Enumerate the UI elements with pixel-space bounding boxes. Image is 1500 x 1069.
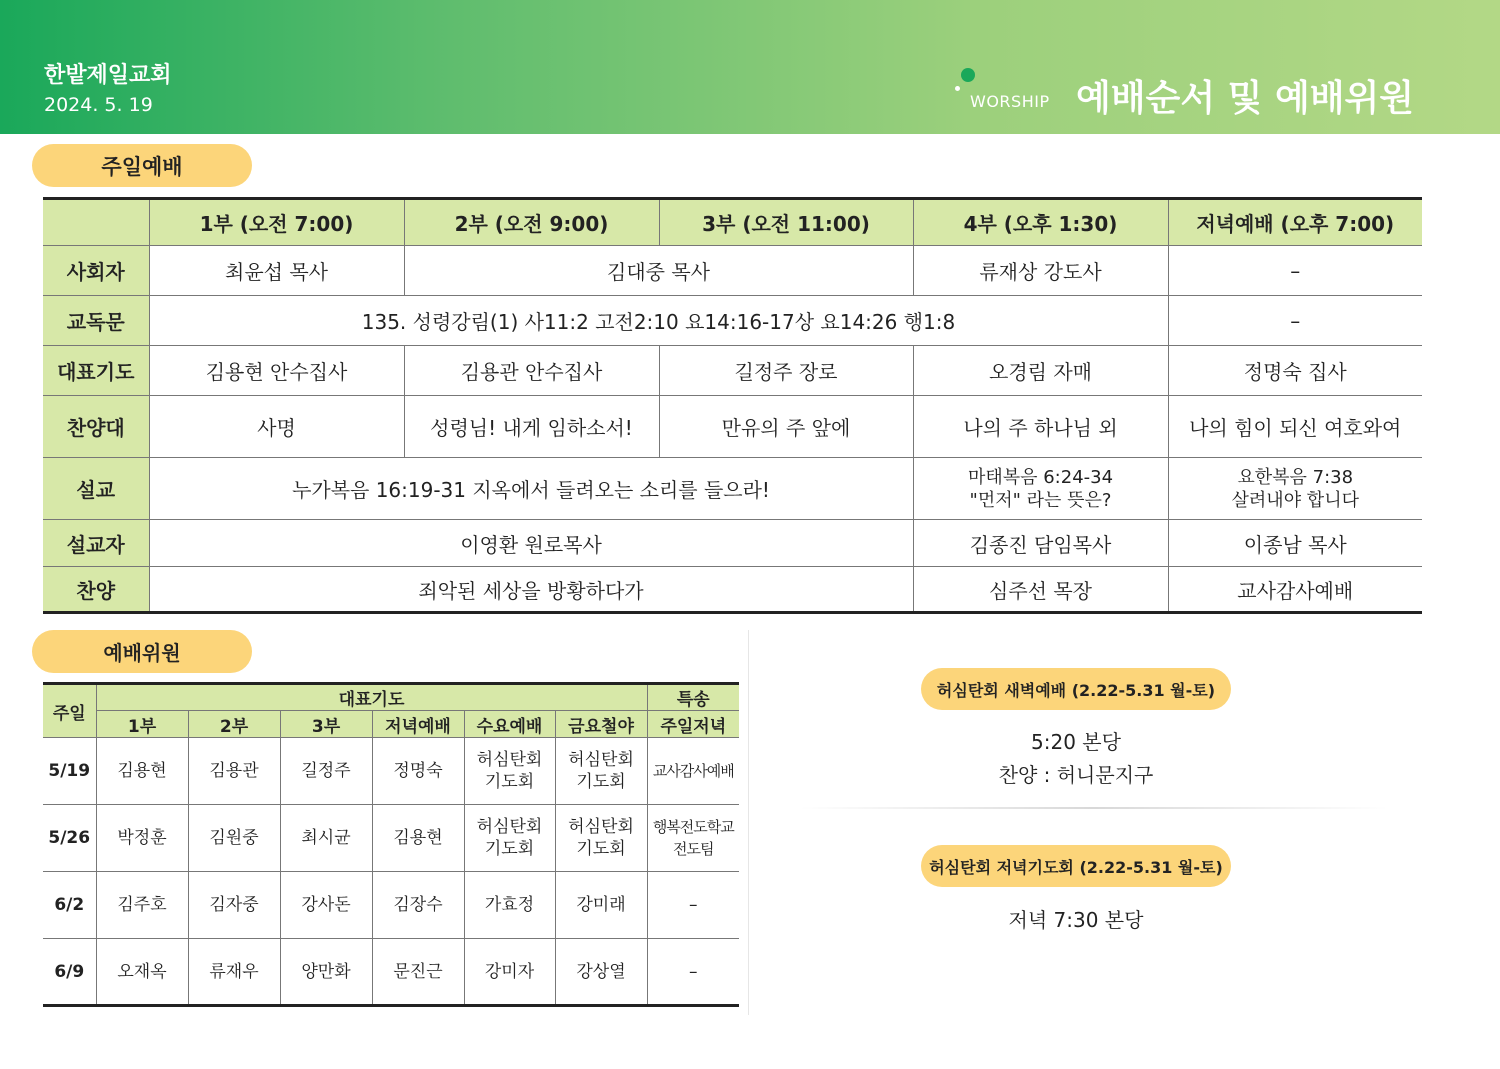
table-cell: 이종남 목사 <box>1168 520 1422 567</box>
cell-line: 강미래 <box>576 895 626 915</box>
dot-small-decoration-icon <box>955 86 960 91</box>
table-cell: 이영환 원로목사 <box>149 520 913 567</box>
column-subheader: 3부 <box>280 711 372 738</box>
table-header-row <box>43 199 1422 246</box>
cell-line: – <box>689 961 698 982</box>
table-row-sermon <box>43 458 1422 520</box>
table-cell: 김장수 <box>372 872 464 939</box>
table-cell: – <box>1168 246 1422 296</box>
table-cell: 박정훈 <box>96 805 188 872</box>
cell-line: 가효정 <box>484 895 535 915</box>
cell-line: 마태복음 6:24-34 <box>967 466 1114 488</box>
table-cell: 성령님! 내게 임하소서! <box>404 396 659 458</box>
table-cell <box>464 738 555 805</box>
column-header-prayer: 대표기도 <box>96 684 647 711</box>
row-label: 대표기도 <box>43 346 149 396</box>
cell-line: 강미자 <box>484 961 535 982</box>
column-header: 2부 (오전 9:00) <box>404 199 659 246</box>
dawn-service-praise: 찬양 : 허니문지구 <box>998 763 1154 787</box>
cell-line: 강상열 <box>576 961 626 982</box>
table-cell: 김원중 <box>188 805 280 872</box>
table-cell: 나의 주 하나님 외 <box>913 396 1168 458</box>
column-subheader: 주일저녁 <box>647 711 739 738</box>
table-cell: 만유의 주 앞에 <box>659 396 913 458</box>
table-cell: 최윤섭 목사 <box>149 246 404 296</box>
table-cell <box>464 872 555 939</box>
table-cell <box>647 805 739 872</box>
cell-line: 기도회 <box>576 772 626 792</box>
table-cell: 양만화 <box>280 939 372 1006</box>
cell-line: 허심탄회 <box>568 817 634 837</box>
table-cell: 김용관 <box>188 738 280 805</box>
church-name: 한밭제일교회 <box>44 63 172 88</box>
cell-line: – <box>689 895 698 915</box>
column-subheader: 2부 <box>188 711 280 738</box>
section-label-sunday: 주일예배 <box>32 144 252 187</box>
column-header: 저녁예배 (오후 7:00) <box>1168 199 1422 246</box>
cell-line: 교사감사예배 <box>652 762 734 780</box>
row-date: 5/26 <box>43 805 96 872</box>
cell-line: 전도팀 <box>673 840 714 858</box>
table-cell: 사명 <box>149 396 404 458</box>
evening-prayer-title: 허심탄회 저녁기도회 (2.22-5.31 월-토) <box>921 845 1231 887</box>
table-subheader-row <box>43 711 739 738</box>
table-cell <box>647 872 739 939</box>
table-cell: 김용관 안수집사 <box>404 346 659 396</box>
table-cell: 정명숙 집사 <box>1168 346 1422 396</box>
table-cell: 죄악된 세상을 방황하다가 <box>149 567 913 613</box>
table-cell: 나의 힘이 되신 여호와여 <box>1168 396 1422 458</box>
horizontal-divider <box>800 807 1388 809</box>
column-header-special: 특송 <box>647 684 739 711</box>
table-cell <box>647 939 739 1006</box>
table-row <box>43 872 739 939</box>
column-subheader: 1부 <box>96 711 188 738</box>
worship-english-label: WORSHIP <box>970 92 1050 111</box>
table-cell: 김대중 목사 <box>404 246 913 296</box>
cell-line: 허심탄회 <box>476 750 543 770</box>
cell-line: 살려내야 합니다 <box>1231 489 1359 511</box>
row-label: 찬양 <box>43 567 149 613</box>
column-subheader: 금요철야 <box>555 711 647 738</box>
table-cell: 김용현 <box>372 805 464 872</box>
table-cell <box>555 939 647 1006</box>
table-cell: 오재옥 <box>96 939 188 1006</box>
table-cell <box>1168 458 1422 520</box>
cell-line: 기도회 <box>484 839 535 859</box>
row-date: 6/9 <box>43 939 96 1006</box>
row-label: 설교 <box>43 458 149 520</box>
column-header: 3부 (오전 11:00) <box>659 199 913 246</box>
table-cell: 오경림 자매 <box>913 346 1168 396</box>
row-date: 5/19 <box>43 738 96 805</box>
table-cell: 강사돈 <box>280 872 372 939</box>
table-cell: 김종진 담임목사 <box>913 520 1168 567</box>
table-cell: 김주호 <box>96 872 188 939</box>
table-cell: 김용현 안수집사 <box>149 346 404 396</box>
table-row-prayer <box>43 346 1422 396</box>
table-cell <box>464 805 555 872</box>
page-title: 예배순서 및 예배위원 <box>1076 78 1415 119</box>
header-banner <box>0 0 1500 134</box>
row-date: 6/2 <box>43 872 96 939</box>
table-cell: 문진근 <box>372 939 464 1006</box>
dawn-service-time: 5:20 본당 <box>1031 730 1121 754</box>
table-cell: 누가복음 16:19-31 지옥에서 들려오는 소리를 들으라! <box>149 458 913 520</box>
section-label-committee: 예배위원 <box>32 630 252 673</box>
dot-decoration-icon <box>961 68 975 82</box>
table-cell <box>913 458 1168 520</box>
table-cell: 길정주 <box>280 738 372 805</box>
corner-cell <box>43 199 149 246</box>
table-cell: – <box>1168 296 1422 346</box>
vertical-divider <box>748 630 749 1015</box>
committee-table <box>43 682 739 1007</box>
table-cell: 정명숙 <box>372 738 464 805</box>
cell-line: 요한복음 7:38 <box>1237 466 1354 488</box>
evening-prayer-time: 저녁 7:30 본당 <box>1008 908 1144 932</box>
row-label: 사회자 <box>43 246 149 296</box>
table-cell <box>555 738 647 805</box>
column-subheader: 저녁예배 <box>372 711 464 738</box>
table-row-choir <box>43 396 1422 458</box>
column-header: 4부 (오후 1:30) <box>913 199 1168 246</box>
table-row-preacher <box>43 520 1422 567</box>
table-cell: 심주선 목장 <box>913 567 1168 613</box>
row-label: 교독문 <box>43 296 149 346</box>
table-cell <box>647 738 739 805</box>
table-cell <box>555 872 647 939</box>
cell-line: 허심탄회 <box>568 750 634 770</box>
table-cell: 최시균 <box>280 805 372 872</box>
table-row-hymn <box>43 567 1422 613</box>
row-label: 찬양대 <box>43 396 149 458</box>
table-row <box>43 939 739 1006</box>
table-cell: 135. 성령강림(1) 사11:2 고전2:10 요14:16-17상 요14:26 행1:8 <box>149 296 1168 346</box>
table-cell: 김용현 <box>96 738 188 805</box>
table-row-reading <box>43 296 1422 346</box>
table-header-row <box>43 684 739 711</box>
table-cell: 류재상 강도사 <box>913 246 1168 296</box>
table-cell: 류재우 <box>188 939 280 1006</box>
table-row <box>43 738 739 805</box>
column-header: 1부 (오전 7:00) <box>149 199 404 246</box>
bulletin-date: 2024. 5. 19 <box>44 94 153 116</box>
row-label: 설교자 <box>43 520 149 567</box>
cell-line: "먼저" 라는 뜻은? <box>969 489 1112 511</box>
table-row <box>43 805 739 872</box>
dawn-service-title: 허심탄회 새벽예배 (2.22-5.31 월-토) <box>921 668 1231 710</box>
table-cell: 길정주 장로 <box>659 346 913 396</box>
column-subheader: 수요예배 <box>464 711 555 738</box>
cell-line: 허심탄회 <box>476 817 543 837</box>
table-cell: 김자중 <box>188 872 280 939</box>
column-header-week: 주일 <box>43 684 96 738</box>
cell-line: 행복전도학교 <box>652 818 734 836</box>
table-cell: 교사감사예배 <box>1168 567 1422 613</box>
table-row-host <box>43 246 1422 296</box>
table-cell <box>555 805 647 872</box>
sunday-service-table <box>43 197 1422 614</box>
cell-line: 기도회 <box>576 839 626 859</box>
cell-line: 기도회 <box>484 772 535 792</box>
table-cell <box>464 939 555 1006</box>
